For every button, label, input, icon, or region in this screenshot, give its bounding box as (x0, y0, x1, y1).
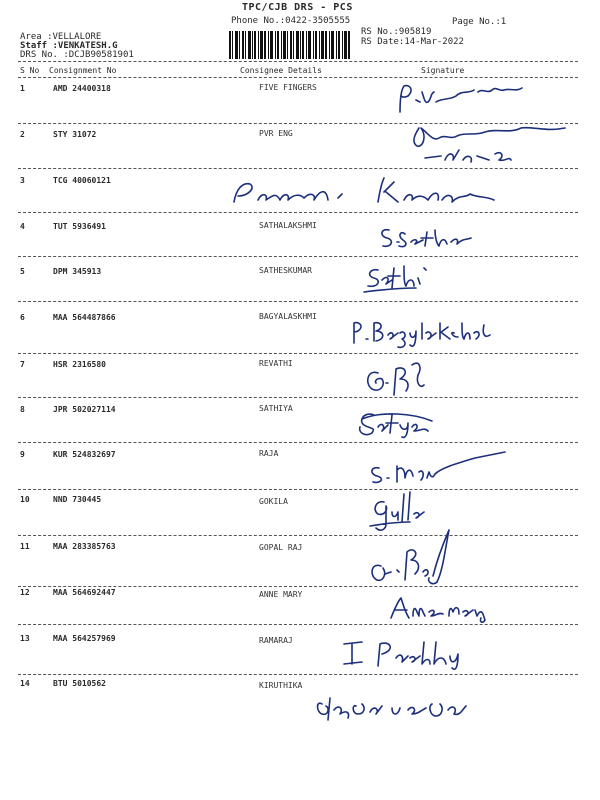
row-sno: 1 (20, 84, 25, 93)
column-header-consignee: Consignee Details (240, 66, 322, 75)
row-consignee: FIVE FINGERS (259, 83, 317, 92)
document-title: TPC/CJB DRS - PCS (242, 2, 353, 13)
phone-number: Phone No.:0422-3505555 (231, 16, 351, 26)
row-consignee: SATHALAKSHMI (259, 221, 317, 230)
row-consignee: RAMARAJ (259, 636, 293, 645)
row-consignment-no: MAA 564257969 (53, 634, 116, 643)
column-header-signature: Signature (421, 66, 465, 75)
row-divider (18, 442, 578, 443)
row-sno: 13 (20, 634, 30, 643)
column-header-consignment: Consignment No (49, 66, 117, 75)
row-divider (18, 535, 578, 536)
signature-image (312, 690, 477, 730)
row-divider (18, 168, 578, 169)
signature-image (392, 80, 532, 120)
row-divider (18, 624, 578, 625)
row-sno: 14 (20, 679, 30, 688)
row-consignment-no: DPM 345913 (53, 267, 102, 276)
signature-image (352, 405, 442, 441)
signature-image (360, 355, 450, 403)
signature-image (385, 592, 495, 624)
header-rule-bottom (18, 77, 578, 78)
signature-image (375, 220, 485, 254)
row-divider (18, 256, 578, 257)
row-consignee: RAJA (259, 449, 279, 458)
row-divider (18, 586, 578, 587)
row-divider (18, 674, 578, 675)
row-sno: 12 (20, 588, 30, 597)
row-consignment-no: JPR 502027114 (53, 405, 116, 414)
barcode (229, 31, 351, 59)
row-consignee: PVR ENG (259, 129, 293, 138)
row-consignee: SATHESKUMAR (259, 266, 312, 275)
row-consignment-no: AMD 24400318 (53, 84, 111, 93)
row-sno: 4 (20, 222, 25, 231)
area-label: Area :VELLALORE (20, 32, 102, 42)
signature-image (228, 172, 508, 212)
signature-image (365, 448, 510, 488)
signature-image (365, 520, 465, 590)
staff-label: Staff :VENKATESH.G (20, 41, 118, 51)
row-consignee: SATHIYA (259, 404, 293, 413)
row-consignee: ANNE MARY (259, 590, 303, 599)
row-sno: 3 (20, 176, 25, 185)
rs-number: RS No.:905819 (361, 27, 432, 37)
header-rule-top (18, 61, 578, 62)
row-sno: 11 (20, 542, 30, 551)
row-divider (18, 353, 578, 354)
row-consignment-no: STY 31072 (53, 130, 97, 139)
signature-image (346, 315, 496, 349)
row-consignment-no: NND 730445 (53, 495, 102, 504)
row-consignment-no: HSR 2316580 (53, 360, 106, 369)
signature-image (360, 258, 460, 300)
drs-number: DRS No. :DCJB90581901 (20, 50, 134, 60)
row-consignment-no: BTU 5010562 (53, 679, 106, 688)
row-sno: 2 (20, 130, 25, 139)
column-header-sno: S No (20, 66, 40, 75)
row-sno: 10 (20, 495, 30, 504)
row-divider (18, 301, 578, 302)
row-sno: 9 (20, 450, 25, 459)
row-consignment-no: MAA 564692447 (53, 588, 116, 597)
row-divider (18, 212, 578, 213)
signature-image (405, 120, 580, 168)
signature-image (338, 636, 478, 672)
row-consignment-no: TUT 5936491 (53, 222, 106, 231)
row-sno: 8 (20, 405, 25, 414)
rs-date: RS Date:14-Mar-2022 (361, 37, 464, 47)
row-divider (18, 489, 578, 490)
row-consignee: BAGYALASKHMI (259, 312, 317, 321)
row-consignee: GOPAL RAJ (259, 543, 303, 552)
row-sno: 6 (20, 313, 25, 322)
row-consignment-no: MAA 564487866 (53, 313, 116, 322)
row-sno: 7 (20, 360, 25, 369)
row-consignment-no: TCG 40060121 (53, 176, 111, 185)
row-consignee: GOKILA (259, 497, 288, 506)
row-consignment-no: KUR 524832697 (53, 450, 116, 459)
row-divider (18, 397, 578, 398)
row-consignment-no: MAA 283385763 (53, 542, 116, 551)
page-number: Page No.:1 (452, 17, 507, 27)
row-consignee: REVATHI (259, 359, 293, 368)
row-sno: 5 (20, 267, 25, 276)
row-consignee: KIRUTHIKA (259, 681, 303, 690)
